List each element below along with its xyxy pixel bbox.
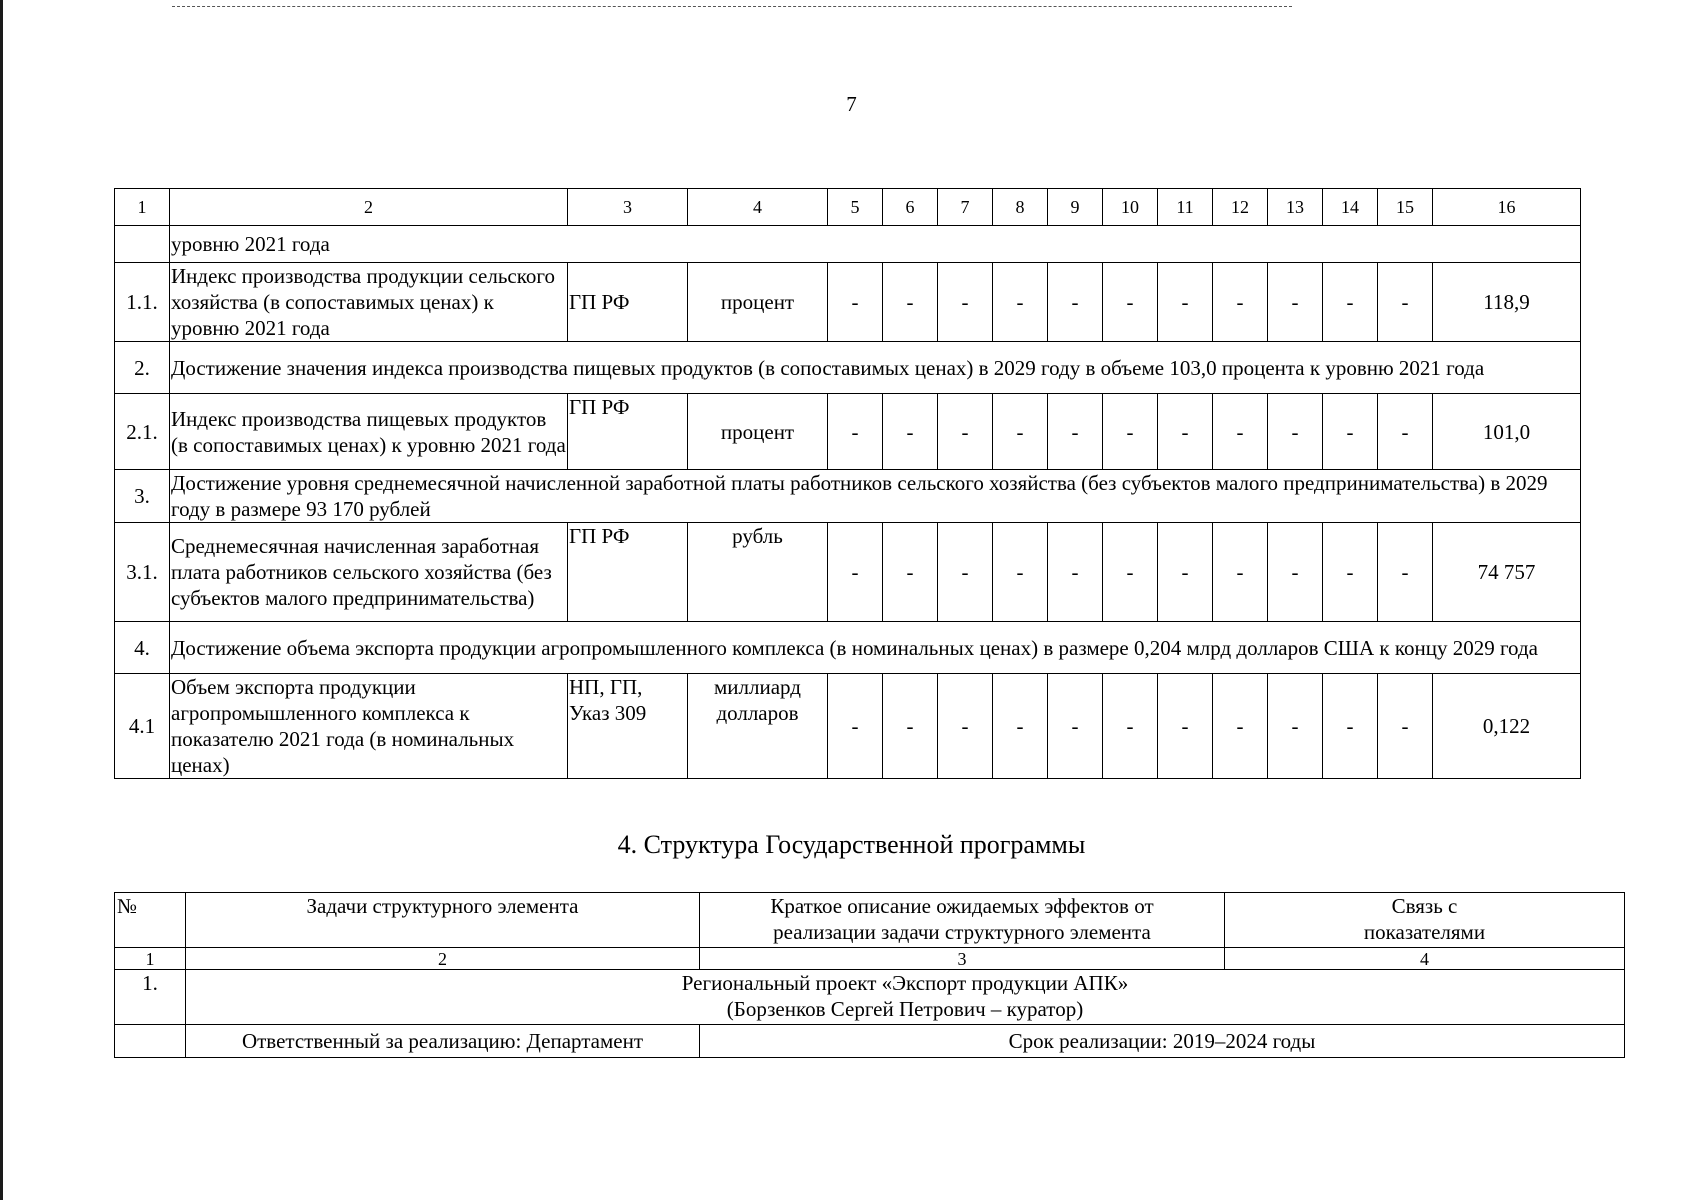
indicator-name: Среднемесячная начисленная заработная плата работников сельского хозяйства (без субъектов малого предпринимательства) [170,523,568,622]
column-number: 1 [115,189,170,226]
indicator-row [115,394,1581,470]
year-value: - [1158,674,1213,779]
structure-table [114,892,1625,1058]
column-number: 2 [186,948,700,970]
year-value: - [1378,394,1433,470]
row-number: 3. [115,470,170,523]
goal-row [115,342,1581,394]
row-number: 4. [115,622,170,674]
column-number: 11 [1158,189,1213,226]
year-value: - [993,263,1048,342]
responsible-row [115,1025,1625,1058]
row-number: 1.1. [115,263,170,342]
indicator-unit: процент [688,394,828,470]
indicator-unit: рубль [688,523,828,622]
column-number: 9 [1048,189,1103,226]
year-value: - [938,394,993,470]
year-value: - [1213,263,1268,342]
year-value: - [883,523,938,622]
year-value: - [1378,263,1433,342]
indicator-source: НП, ГП, Указ 309 [568,674,688,779]
column-number: 4 [1225,948,1625,970]
year-value: - [938,263,993,342]
empty-cell [115,1025,186,1058]
indicator-name: Объем экспорта продукции агропромышленного комплекса к показателю 2021 года (в номинальных ценах) [170,674,568,779]
year-value: - [1103,523,1158,622]
year-value: - [1323,523,1378,622]
year-value: - [1103,394,1158,470]
column-number: 8 [993,189,1048,226]
year-value: - [1378,674,1433,779]
structure-number-row [115,948,1625,970]
indicator-name: Индекс производства пищевых продуктов (в сопоставимых ценах) к уровню 2021 года [170,394,568,470]
goal-text: Достижение уровня среднемесячной начисленной заработной платы работников сельского хозяйства (без субъектов малого предпринимательства) в 2029 году в размере 93 170 рублей [170,470,1581,523]
column-number: 14 [1323,189,1378,226]
row-number: 4.1 [115,674,170,779]
indicator-source: ГП РФ [568,263,688,342]
project-row [115,970,1625,1025]
target-value: 0,122 [1433,674,1581,779]
row-number: 2.1. [115,394,170,470]
year-value: - [1158,263,1213,342]
column-number: 13 [1268,189,1323,226]
responsible-text: Ответственный за реализацию: Департамент [186,1025,700,1058]
year-value: - [1213,523,1268,622]
section-title: 4. Структура Государственной программы [617,830,1086,859]
year-value: - [938,523,993,622]
year-value: - [883,394,938,470]
year-value: - [1268,263,1323,342]
project-number: 1. [115,970,186,1025]
target-value: 118,9 [1433,263,1581,342]
year-value: - [1268,394,1323,470]
year-value: - [1158,394,1213,470]
year-value: - [993,394,1048,470]
year-value: - [1048,263,1103,342]
term-text: Срок реализации: 2019–2024 годы [700,1025,1625,1058]
year-value: - [1323,263,1378,342]
row-number: 2. [115,342,170,394]
column-number: 2 [170,189,568,226]
column-number: 6 [883,189,938,226]
year-value: - [883,674,938,779]
project-title: Региональный проект «Экспорт продукции АПК» [681,971,1129,995]
row-number: 3.1. [115,523,170,622]
target-value: 101,0 [1433,394,1581,470]
year-value: - [1048,523,1103,622]
year-value: - [1158,523,1213,622]
header-link: Связь с показателями [1225,893,1625,948]
indicator-name: Индекс производства продукции сельского хозяйства (в сопоставимых ценах) к уровню 2021 года [170,263,568,342]
year-value: - [1048,674,1103,779]
target-value: 74 757 [1433,523,1581,622]
year-value: - [1213,674,1268,779]
year-value: - [1323,674,1378,779]
indicator-unit: процент [688,263,828,342]
column-number: 15 [1378,189,1433,226]
indicator-source: ГП РФ [568,394,688,470]
column-number: 3 [568,189,688,226]
column-number-row [115,189,1581,226]
year-value: - [938,674,993,779]
column-number: 3 [700,948,1225,970]
column-number: 4 [688,189,828,226]
continuation-text: уровню 2021 года [170,226,1581,263]
column-number: 1 [115,948,186,970]
indicators-table [114,188,1581,779]
year-value: - [1268,523,1323,622]
year-value: - [1378,523,1433,622]
goal-text: Достижение значения индекса производства пищевых продуктов (в сопоставимых ценах) в 2029 году в объеме 103,0 процента к уровню 2021 года [170,342,1581,394]
year-value: - [828,674,883,779]
page-left-edge [0,0,3,1200]
column-number: 5 [828,189,883,226]
year-value: - [1103,263,1158,342]
indicator-source: ГП РФ [568,523,688,622]
project-cell [186,970,1625,1025]
column-number: 16 [1433,189,1581,226]
top-rule [172,6,1292,7]
year-value: - [1323,394,1378,470]
indicator-unit: миллиард долларов [688,674,828,779]
project-curator: (Борзенков Сергей Петрович – куратор) [726,997,1084,1021]
indicator-row [115,674,1581,779]
goal-row [115,470,1581,523]
year-value: - [828,394,883,470]
column-number: 12 [1213,189,1268,226]
year-value: - [993,674,1048,779]
column-number: 7 [938,189,993,226]
year-value: - [1268,674,1323,779]
header-tasks: Задачи структурного элемента [186,893,700,948]
year-value: - [1103,674,1158,779]
goal-text: Достижение объема экспорта продукции агропромышленного комплекса (в номинальных ценах) в размере 0,204 млрд долларов США к концу 2029 года [170,622,1581,674]
column-number: 10 [1103,189,1158,226]
structure-header-row [115,893,1625,948]
continuation-row [115,226,1581,263]
year-value: - [1213,394,1268,470]
goal-row [115,622,1581,674]
indicator-row [115,263,1581,342]
year-value: - [883,263,938,342]
year-value: - [828,263,883,342]
header-effects: Краткое описание ожидаемых эффектов от реализации задачи структурного элемента [700,893,1225,948]
header-number: № [115,893,186,948]
year-value: - [1048,394,1103,470]
page-number: 7 [846,92,857,116]
year-value: - [993,523,1048,622]
row-number-cell [115,226,170,263]
year-value: - [828,523,883,622]
indicator-row [115,523,1581,622]
